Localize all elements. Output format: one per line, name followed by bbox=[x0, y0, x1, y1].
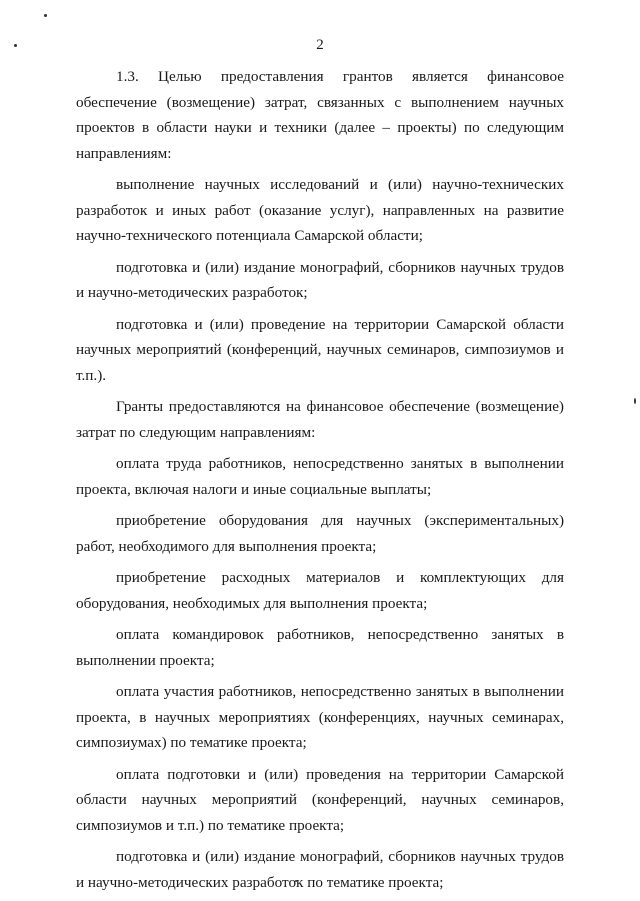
paragraph-item: подготовка и (или) издание монографий, сборников научных трудов и научно-методических разработок; bbox=[76, 258, 564, 301]
paragraph-item: приобретение оборудования для научных (экспериментальных) работ, необходимого для выполнения проекта; bbox=[76, 512, 564, 555]
scan-speck bbox=[634, 398, 636, 404]
paragraph-item: оплата командировок работников, непосредственно занятых в выполнении проекта; bbox=[76, 626, 564, 669]
scan-speck bbox=[44, 14, 47, 17]
paragraph-item: оплата участия работников, непосредственно занятых в выполнении проекта, в научных мероприятиях (конференциях, научных семинарах, симпозиумах) по тематике проекта; bbox=[76, 683, 564, 751]
document-body bbox=[76, 64, 564, 901]
paragraph-item: подготовка и (или) проведение на территории Самарской области научных мероприятий (конференций, научных семинаров, симпозиумов и т.п.). bbox=[76, 315, 564, 384]
paragraph-item: оплата подготовки и (или) проведения на территории Самарской области научных мероприятий (конференций, научных семинаров, симпозиумов и т.п.) по тематике проекта; bbox=[76, 765, 564, 834]
paragraph-item: выполнение научных исследований и (или) научно-технических разработок и иных работ (оказание услуг), направленных на развитие научно-технического потенциала Самарской области; bbox=[76, 176, 564, 244]
paragraph-purpose: 1.3. Целью предоставления грантов является финансовое обеспечение (возмещение) затрат, связанных с выполнением научных проектов в области науки и техники (далее – проекты) по следующим направлениям: bbox=[76, 68, 564, 162]
paragraph-item: подготовка и (или) издание монографий, сборников научных трудов и научно-методических разработок по тематике проекта; bbox=[76, 848, 564, 891]
page-number: 2 bbox=[316, 37, 324, 53]
paragraph-grants: Гранты предоставляются на финансовое обеспечение (возмещение) затрат по следующим направлениям: bbox=[76, 398, 564, 441]
paragraph-item: оплата труда работников, непосредственно занятых в выполнении проекта, включая налоги и иные социальные выплаты; bbox=[76, 455, 564, 498]
paragraph-item: приобретение расходных материалов и комплектующих для оборудования, необходимых для выполнения проекта; bbox=[76, 569, 564, 612]
